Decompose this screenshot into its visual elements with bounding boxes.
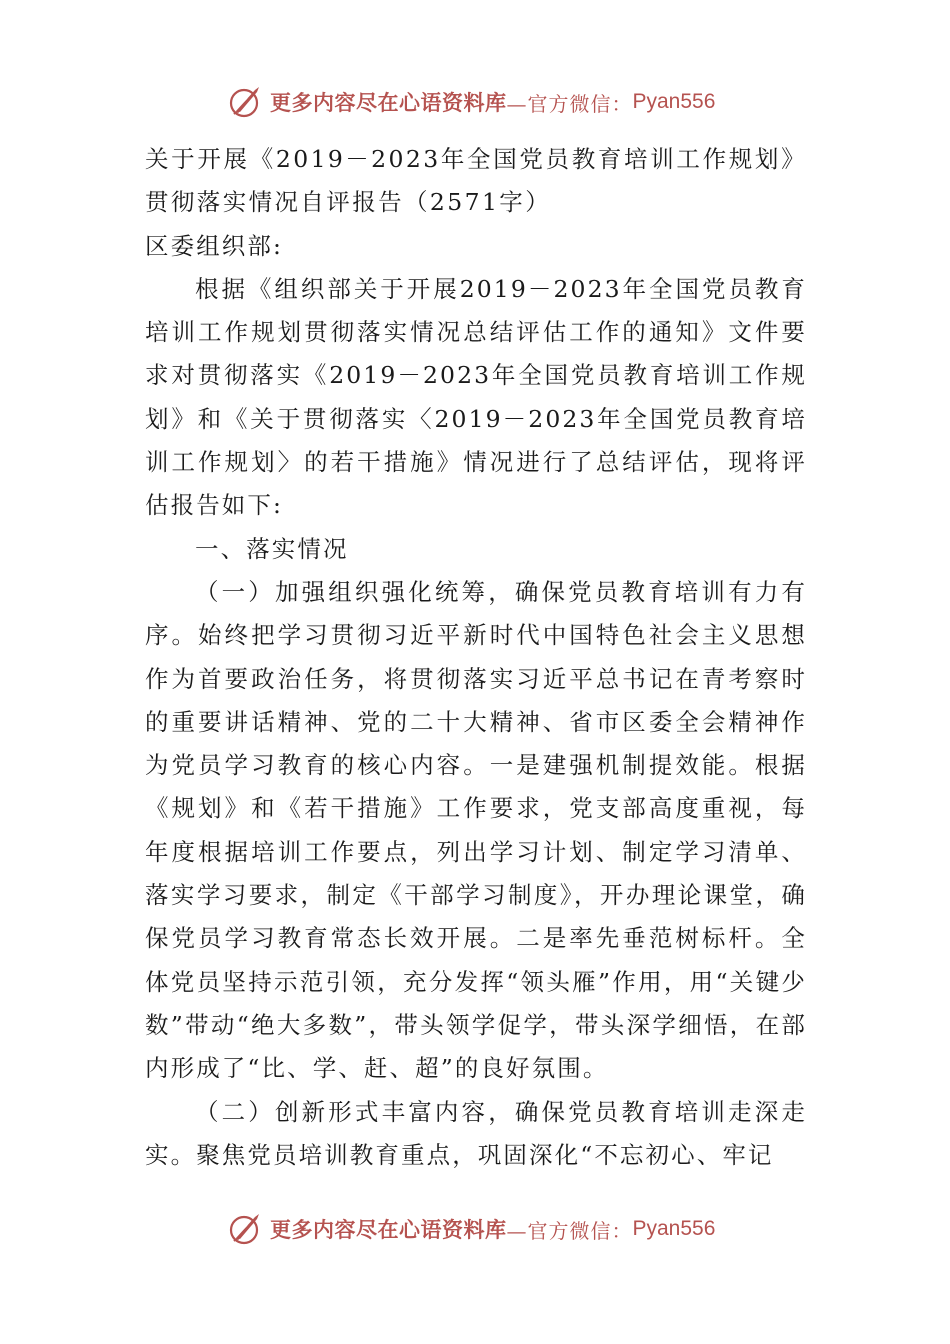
section-heading: 一、落实情况 bbox=[195, 534, 349, 563]
document-body bbox=[145, 138, 807, 1177]
salutation: 区委组织部: bbox=[145, 231, 284, 260]
footer-banner bbox=[228, 1209, 715, 1249]
banner-site-text: 更多内容尽在心语资料库 bbox=[270, 1217, 507, 1242]
quill-pen-logo-icon bbox=[228, 84, 264, 120]
body-paragraph: （一）加强组织强化统筹，确保党员教育培训有力有序。始终把学习贯彻习近平新时代中国特色社会主义思想作为首要政治任务，将贯彻落实习近平总书记在青考察时的重要讲话精神、党的二十大精神、省市区委全会精神作为党员学习教育的核心内容。一是建强机制提效能。根据《规划》和《若干措施》工作要求，党支部高度重视，每年度根据培训工作要点，列出学习计划、制定学习清单、落实学习要求，制定《干部学习制度》，开办理论课堂，确保党员学习教育常态长效开展。二是率先垂范树标杆。全体党员坚持示范引领，充分发挥“领头雁”作用，用“关键少数”带动“绝大多数”，带头领学促学，带头深学细悟，在部内形成了“比、学、赶、超”的良好氛围。 bbox=[145, 577, 807, 1083]
banner-contact-text: —官方微信： bbox=[506, 91, 633, 116]
banner-wechat-id: Pyan556 bbox=[632, 1217, 716, 1240]
document-title: 关于开展《2019－2023年全国党员教育培训工作规划》贯彻落实情况自评报告（2571字） bbox=[145, 145, 807, 217]
banner-wechat-id: Pyan556 bbox=[632, 90, 716, 113]
banner-site-text: 更多内容尽在心语资料库 bbox=[270, 90, 507, 115]
body-paragraph: （二）创新形式丰富内容，确保党员教育培训走深走实。聚焦党员培训教育重点，巩固深化“不忘初心、牢记 bbox=[145, 1097, 807, 1169]
header-banner bbox=[228, 82, 715, 122]
banner-contact-text: —官方微信： bbox=[506, 1218, 633, 1243]
intro-paragraph: 根据《组织部关于开展2019－2023年全国党员教育培训工作规划贯彻落实情况总结评估工作的通知》文件要求对贯彻落实《2019－2023年全国党员教育培训工作规划》和《关于贯彻落实〈2019－2023年全国党员教育培训工作规划〉的若干措施》情况进行了总结评估，现将评估报告如下: bbox=[145, 274, 807, 520]
quill-pen-logo-icon bbox=[228, 1211, 264, 1247]
